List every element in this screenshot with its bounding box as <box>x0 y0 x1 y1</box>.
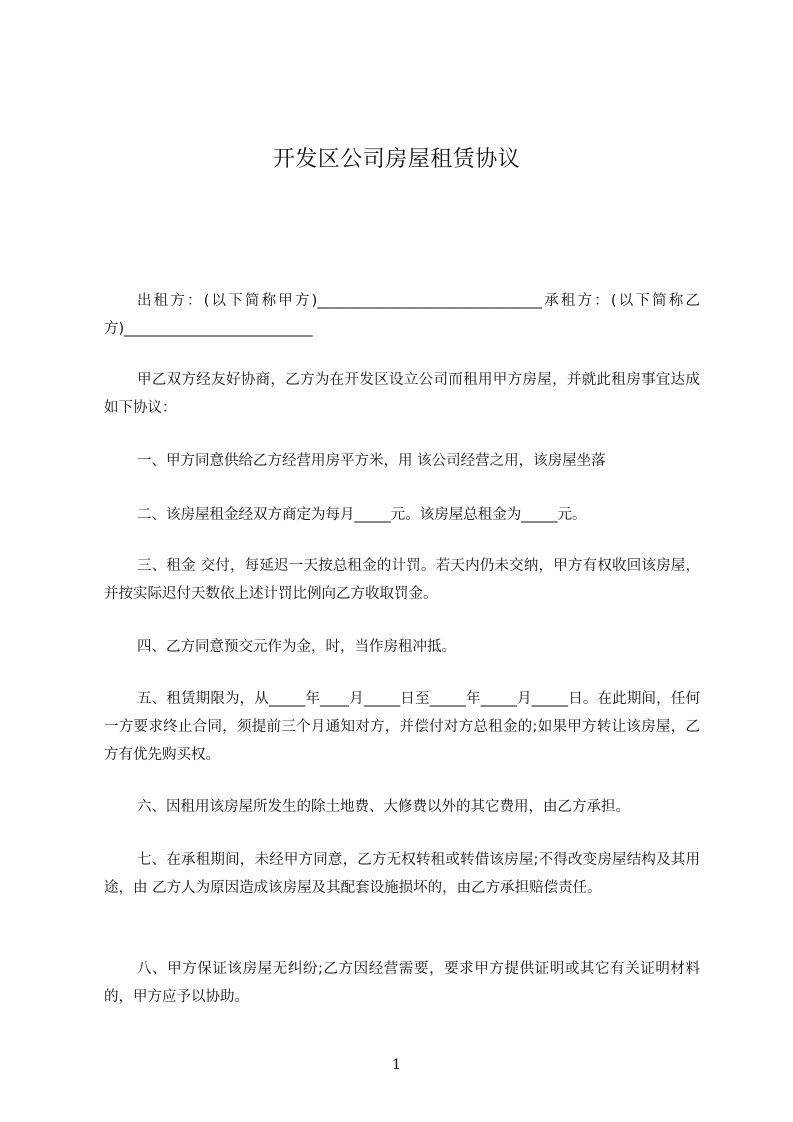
clause-1: 一、甲方同意供给乙方经营用房平方米，用 该公司经营之用，该房屋坐落 <box>137 453 606 469</box>
document-title: 开发区公司房屋租赁协议 <box>272 147 521 172</box>
clause-3: 三、租金 交付，每延迟一天按总租金的计罚。若天内仍未交纳，甲方有权收回该房屋，并按实际迟付天数依上述计罚比例向乙方收取罚金。 <box>104 558 700 602</box>
parties-paragraph: 出租方：(以下简称甲方)_______________________________承租方：(以下简称乙方)__________________________ <box>104 293 700 337</box>
preamble-paragraph: 甲乙双方经友好协商，乙方为在开发区设立公司而租用甲方房屋，并就此租房事宜达成如下协议： <box>104 372 700 416</box>
clause-2: 二、该房屋租金经双方商定为每月_____元。该房屋总租金为_____元。 <box>137 507 587 523</box>
clause-6: 六、因租用该房屋所发生的除土地费、大修费以外的其它费用，由乙方承担。 <box>137 799 630 815</box>
clause-8: 八、甲方保证该房屋无纠纷;乙方因经营需要，要求甲方提供证明或其它有关证明材料的，甲方应予以协助。 <box>104 961 700 1005</box>
page-number: 1 <box>392 1057 401 1073</box>
clause-4: 四、乙方同意预交元作为金，时，当作房租冲抵。 <box>137 639 456 655</box>
clause-5: 五、租赁期限为，从_____年____月_____日至_____年_____月_____日。在此期间，任何一方要求终止合同，须提前三个月通知对方，并偿付对方总租金的;如果甲方转让该房屋，乙方有优先购买权。 <box>104 691 700 763</box>
clause-7: 七、在承租期间，未经甲方同意，乙方无权转租或转借该房屋;不得改变房屋结构及其用途，由 乙方人为原因造成该房屋及其配套设施损坏的，由乙方承担赔偿责任。 <box>104 852 700 896</box>
